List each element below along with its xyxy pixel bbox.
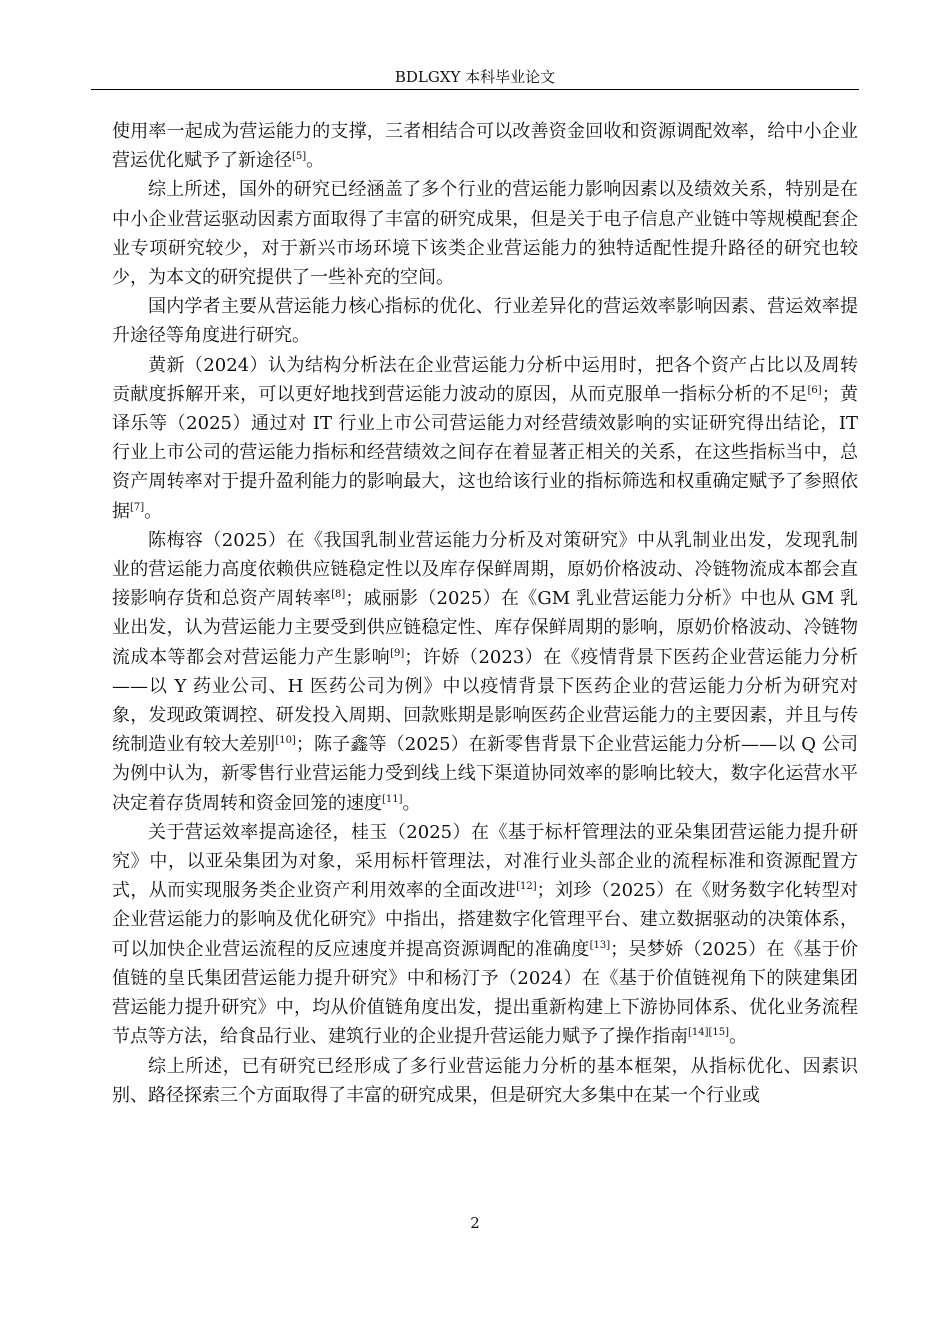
citation-ref: [6] (807, 384, 822, 396)
citation-ref: [5] (292, 151, 307, 163)
paragraph-text: ；吴梦娇（2025）在《基于价值链的皇氏集团营运能力提升研究》中和杨汀予（2024）在《基于价值链视角下的陕建集团营运能力提升研究》中，均从价值链角度出发，提出重新构建上下游协同体系、优化业务流程节点等方法，给食品行业、建筑行业的企业提升营运能力赋予了操作指南 (112, 938, 858, 1048)
page-header: BDLGXY 本科毕业论文 (394, 68, 556, 86)
citation-ref: [10] (275, 735, 296, 747)
paragraph-text: 黄新（2024）认为结构分析法在企业营运能力分析中运用时，把各个资产占比以及周转贡献度拆解开来，可以更好地找到营运能力波动的原因，从而克服单一指标分析的不足 (112, 354, 858, 405)
page-number: 2 (470, 1214, 480, 1232)
paragraph-text: 关于营运效率提高途径，桂玉（2025）在《基于标杆管理法的亚朵集团营运能力提升研究》中，以亚朵集团为对象，采用标杆管理法，对准行业头部企业的流程标准和资源配置方式，从而实现服务类企业资产利用效率的全面改进 (112, 821, 858, 902)
paragraph-text: ；戚丽影（2025）在《GM 乳业营运能力分析》中也从 GM 乳业出发，认为营运能力主要受到供应链稳定性、库存保鲜周期的影响，原奶价格波动、冷链物流成本等都会对营运能力产生影响 (112, 588, 858, 668)
paragraph (112, 292, 858, 350)
paragraph-text: 。 (306, 150, 325, 172)
paragraph-text: 。 (729, 1026, 748, 1048)
citation-ref: [8] (331, 589, 346, 601)
citation-ref: [13] (589, 939, 611, 951)
citation-ref: [11] (382, 793, 403, 805)
paragraph (112, 526, 858, 818)
paragraph-text: ；陈子鑫等（2025）在新零售背景下企业营运能力分析——以 Q 公司为例中认为，新零售行业营运能力受到线上线下渠道协同效率的影响比较大，数字化运营水平决定着存货周转和资金回笼的速度 (112, 734, 858, 814)
paragraph-text: 使用率一起成为营运能力的支撑，三者相结合可以改善资金回收和资源调配效率，给中小企业营运优化赋予了新途径 (112, 121, 858, 172)
body-text (112, 117, 858, 1110)
paragraph (112, 117, 858, 175)
paragraph (112, 175, 858, 292)
paragraph-text: ；许娇（2023）在《疫情背景下医药企业营运能力分析——以 Y 药业公司、H 医药公司为例》中以疫情背景下医药企业的营运能力分析为研究对象，发现政策调控、研发投入周期、回款账期是影响医药企业营运能力的主要因素，并且与传统制造业有较大差别 (112, 646, 859, 756)
paragraph-text: ；刘珍（2025）在《财务数字化转型对企业营运能力的影响及优化研究》中指出，搭建数字化管理平台、建立数据驱动的决策体系，可以加快企业营运流程的反应速度并提高资源调配的准确度 (112, 880, 858, 960)
paragraph (112, 818, 858, 1052)
paragraph (112, 351, 858, 526)
paragraph-text: 国内学者主要从营运能力核心指标的优化、行业差异化的营运效率影响因素、营运效率提升途径等角度进行研究。 (112, 296, 858, 347)
paragraph-text: 陈梅容（2025）在《我国乳制业营运能力分析及对策研究》中从乳制业出发，发现乳制业的营运能力高度依赖供应链稳定性以及库存保鲜周期，原奶价格波动、冷链物流成本都会直接影响存货和总资产周转率 (112, 529, 858, 610)
citation-ref: [14][15] (688, 1027, 730, 1039)
paragraph-text: 。 (402, 792, 421, 814)
citation-ref: [12] (516, 881, 537, 893)
paragraph-text: ；黄译乐等（2025）通过对 IT 行业上市公司营运能力对经营绩效影响的实证研究得出结论，IT 行业上市公司的营运能力指标和经营绩效之间存在着显著正相关的关系，在这些指标当中，总资产周转率对于提升盈利能力的影响最大，这也给该行业的指标筛选和权重确定赋予了参照依据 (112, 383, 859, 522)
citation-ref: [7] (130, 501, 145, 513)
citation-ref: [9] (390, 647, 405, 659)
paragraph (112, 1052, 858, 1110)
header-rule (91, 89, 859, 90)
paragraph-text: 综上所述，已有研究已经形成了多行业营运能力分析的基本框架，从指标优化、因素识别、路径探索三个方面取得了丰富的研究成果，但是研究大多集中在某一个行业或 (112, 1055, 858, 1106)
paragraph-text: 。 (144, 500, 163, 522)
paragraph-text: 综上所述，国外的研究已经涵盖了多个行业的营运能力影响因素以及绩效关系，特别是在中小企业营运驱动因素方面取得了丰富的研究成果，但是关于电子信息产业链中等规模配套企业专项研究较少，对于新兴市场环境下该类企业营运能力的独特适配性提升路径的研究也较少，为本文的研究提供了一些补充的空间。 (112, 179, 858, 289)
